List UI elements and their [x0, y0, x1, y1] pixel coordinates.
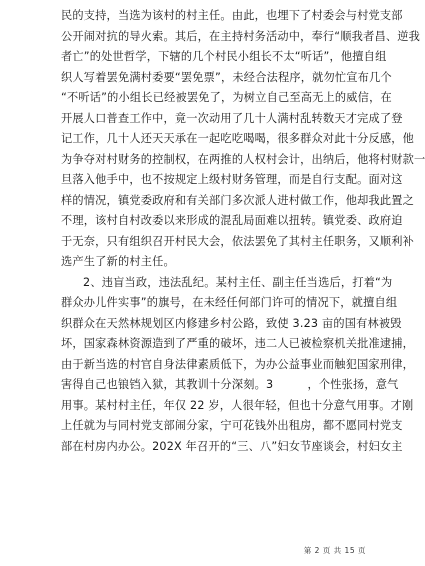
text-line: 者亡”的处世哲学，下辖的几个村民小组长不太“听话”，他擅自组	[61, 50, 387, 63]
text-line: 群众办儿件实事”的旗号，在未经任何部门许可的情况下，就擅自组	[61, 296, 398, 309]
text-line: 为争夺对村财务的控制权，在两推的人权村会计，出纳后，他将村财款一	[61, 152, 425, 166]
text-line: 用事。某村村主任，年仅 22 岁，人很年轻，但也十分意气用事。才刚	[61, 398, 414, 412]
text-line: 开展人口普查工作中，竟一次动用了几十人满村乱转数天才完成了登	[61, 111, 403, 125]
text-line: 样的情况，镇党委政府和有关部门多次派人进村做工作，他却我此置之	[61, 193, 415, 207]
text-line: 不理，该村自村改委以来形成的混乱局面难以扭转。镇党委、政府迫	[61, 214, 403, 227]
text-line: 旦落入他手中，也不按规定上级村财务管理，而是自行支配。面对这	[61, 173, 403, 186]
text-line: 部在村房内办公。202X 年召开的“三、八”妇女节座谈会，村妇女主	[61, 439, 403, 453]
text-line: 坏，国家森林资源造到了严重的破坏，违二人已被检察机关批准逮捕，	[61, 337, 415, 350]
text-line: 织群众在天然林规划区内修建乡村公路，致使 3.23 亩的国有林被毁	[61, 316, 402, 330]
text-line: 由于新当选的村官自身法律素质低下，为办公益事业而触犯国家刑律，	[61, 357, 415, 371]
text-line: 上任就为与同村党支部闹分家，宁可花钱外出租房，都不愿同村党支	[61, 419, 403, 432]
text-line: 记工作，几十人还天天承在一起吃吃喝喝，很多群众对此十分反感，他	[61, 132, 415, 145]
text-line: 民的支持，当选为该村的村主任。由此，也埋下了村委会与村党支部	[61, 9, 403, 22]
text-line: 选产生了新的村主任。	[61, 255, 175, 268]
text-line: 2、违盲当政，违法乱纪。某村主任、副主任当选后，打着“为	[83, 275, 393, 289]
text-line: “不听话”的小组长已经被罢免了，为树立自己至高无上的威信，在	[61, 91, 392, 104]
text-line: 于无奈，只有组织召开村民大会，依法罢免了其村主任职务，又顺利补	[61, 234, 415, 248]
document-body	[61, 6, 425, 457]
text-line: 害得自己也锒铛入狱，其教训十分深刻。3 ，个性张扬，意气	[61, 378, 399, 391]
text-line: 公开闹对抗的导火索。其后，在主持村务活动中，奉行“顺我者昌、逆我	[61, 29, 421, 43]
text-line: 织人写着罢免满村委要“罢免票”，未经合法程序，就勿忙宣布几个	[61, 70, 392, 84]
page-number-footer: 第 2 页 共 15 页	[303, 546, 366, 555]
